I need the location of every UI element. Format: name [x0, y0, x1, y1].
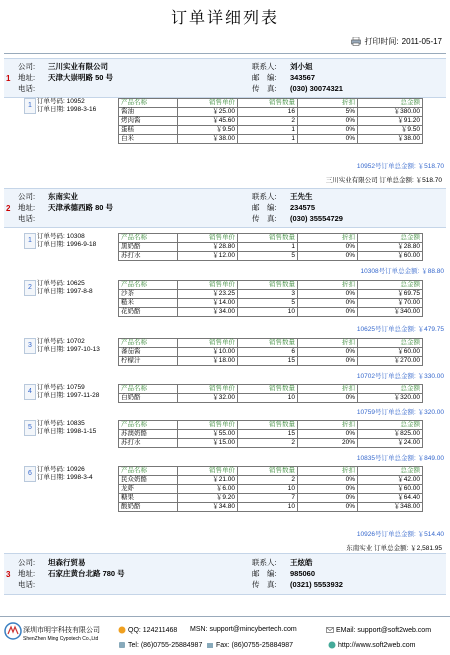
- fax-label: 传 真:: [252, 214, 277, 223]
- order-subtotal: 10308号订单总金额: ￥88.80: [360, 268, 444, 275]
- table-row: 白米 ￥38.00 1 0% ￥38.00: [119, 135, 423, 144]
- table-row: 柠檬汁 ￥18.00 15 0% ￥270.00: [119, 357, 423, 366]
- page-title: 订单详细列表: [170, 10, 279, 27]
- address: 天津承德西路 80 号: [48, 203, 114, 212]
- order-subtotal: 10759号订单总金额: ￥320.00: [356, 409, 444, 416]
- customer-header: [4, 188, 446, 228]
- order-index: 6: [24, 466, 36, 482]
- order-subtotal: 10952号订单总金额: ￥518.70: [356, 163, 444, 170]
- address: 天津大崇明路 50 号: [48, 73, 114, 82]
- table-row: 糙米 ￥14.00 5 0% ￥70.00: [119, 299, 423, 308]
- address: 石家庄黄台北路 780 号: [48, 569, 125, 578]
- postcode-label: 邮 编:: [252, 73, 277, 82]
- contact-label: 联系人:: [252, 62, 277, 71]
- order-items-table: 产品名称 销售单价 销售数量 折扣 总金额 民众奶酪 ￥21.00 2 0% ￥42.00 龙虾 ￥6.00 10 0% ￥60.00 糖果 ￥9.20 7 0% ￥64.40 酸奶酪 ￥34.80 10 0% ￥348.00: [118, 466, 423, 512]
- customer-grand-total: 东南实业 订单总金额: ￥2,581.95: [346, 545, 442, 552]
- order-items-table: 产品名称 销售单价 销售数量 折扣 总金额 黑奶酪 ￥28.80 1 0% ￥28.80 苏打水 ￥12.00 5 0% ￥60.00: [118, 233, 423, 261]
- company-name: 东南实业: [48, 192, 78, 201]
- order-date: 订单日期: 1997-8-8: [37, 288, 93, 295]
- order-items-table: 产品名称 销售单价 销售数量 折扣 总金额 苏澳奶酪 ￥55.00 15 0% ￥825.00 苏打水 ￥15.00 2 20% ￥24.00: [118, 420, 423, 448]
- postcode-label: 邮 编:: [252, 203, 277, 212]
- order-index: 3: [24, 338, 36, 354]
- address-label: 地址:: [18, 203, 36, 212]
- contact-label: 联系人:: [252, 558, 277, 567]
- col-qty-header: 销售数量: [238, 99, 298, 108]
- contact-label: 联系人:: [252, 192, 277, 201]
- table-row: 民众奶酪 ￥21.00 2 0% ￥42.00: [119, 476, 423, 485]
- postcode: 343567: [290, 73, 316, 82]
- table-row: 烤肉酱 ￥45.60 2 0% ￥91.20: [119, 117, 423, 126]
- company-name: 坦森行贸易: [48, 558, 86, 567]
- globe-icon: [328, 641, 336, 649]
- order-number: 订单号码: 10702: [37, 338, 85, 345]
- col-total-header: 总金额: [358, 99, 423, 108]
- customer-index: 1: [6, 74, 11, 83]
- order-date: 订单日期: 1998-3-16: [37, 106, 97, 113]
- table-row: 花奶酪 ￥34.00 10 0% ￥340.00: [119, 308, 423, 317]
- order-number: 订单号码: 10926: [37, 466, 85, 473]
- company-label: 公司:: [18, 558, 36, 567]
- fax: (030) 30074321: [290, 84, 343, 93]
- order-number: 订单号码: 10952: [37, 98, 85, 105]
- qq-icon: [118, 626, 126, 634]
- customer-index: 3: [6, 570, 11, 579]
- email-icon: [326, 626, 334, 634]
- fax: (030) 35554729: [290, 214, 343, 223]
- order-index: 2: [24, 280, 36, 296]
- print-time-value: 2011-05-17: [401, 37, 442, 46]
- table-row: 苏打水 ￥12.00 5 0% ￥60.00: [119, 252, 423, 261]
- fax-icon: [206, 641, 214, 649]
- phone-label: 电话:: [18, 214, 36, 223]
- order-subtotal: 10926号订单总金额: ￥514.40: [356, 531, 444, 538]
- address-label: 地址:: [18, 73, 36, 82]
- company-label: 公司:: [18, 62, 36, 71]
- table-row: 苏打水 ￥15.00 2 20% ￥24.00: [119, 439, 423, 448]
- customer-index: 2: [6, 204, 11, 213]
- order-date: 订单日期: 1998-1-15: [37, 428, 97, 435]
- table-row: 糖果 ￥9.20 7 0% ￥64.40: [119, 494, 423, 503]
- fax: (0321) 5553932: [290, 580, 343, 589]
- qq-number: QQ: 124211468: [128, 626, 178, 634]
- fax-number: Fax: (86)0755-25884987: [216, 641, 294, 649]
- postcode-label: 邮 编:: [252, 569, 277, 578]
- divider: [4, 53, 446, 54]
- table-row: 酱油 ￥25.00 16 5% ￥380.00: [119, 108, 423, 117]
- print-time: [351, 36, 442, 47]
- order-number: 订单号码: 10759: [37, 384, 85, 391]
- order-date: 订单日期: 1996-9-18: [37, 241, 97, 248]
- table-row: 黑奶酪 ￥28.80 1 0% ￥28.80: [119, 243, 423, 252]
- col-name-header: 产品名称: [119, 99, 178, 108]
- order-date: 订单日期: 1997-10-13: [37, 346, 100, 353]
- email-address[interactable]: EMail: support@soft2web.com: [336, 626, 432, 634]
- company-label: 公司:: [18, 192, 36, 201]
- order-index: 5: [24, 420, 36, 436]
- table-row: 蕃茄酱 ￥10.00 6 0% ￥60.00: [119, 348, 423, 357]
- col-price-header: 销售单价: [178, 99, 238, 108]
- customer-header: [4, 553, 446, 595]
- fax-label: 传 真:: [252, 84, 277, 93]
- order-index: 1: [24, 233, 36, 249]
- order-subtotal: 10835号订单总金额: ￥849.00: [356, 455, 444, 462]
- table-row: 龙虾 ￥6.00 10 0% ￥60.00: [119, 485, 423, 494]
- phone-label: 电话:: [18, 84, 36, 93]
- website-link[interactable]: http://www.soft2web.com: [338, 641, 416, 649]
- phone-label: 电话:: [18, 580, 36, 589]
- fax-label: 传 真:: [252, 580, 277, 589]
- table-row: 苏澳奶酪 ￥55.00 15 0% ￥825.00: [119, 430, 423, 439]
- msn-address[interactable]: MSN: support@mincybertech.com: [190, 626, 297, 633]
- table-row: 酸奶酪 ￥34.80 10 0% ￥348.00: [119, 503, 423, 512]
- company-name: 三川实业有限公司: [48, 62, 108, 71]
- contact-name: 王先生: [290, 192, 313, 201]
- table-row: 白奶酪 ￥32.00 10 0% ￥320.00: [119, 394, 423, 403]
- company-name-cn: 深圳市明宇科技有限公司: [23, 627, 100, 634]
- postcode: 234575: [290, 203, 316, 212]
- footer: [0, 616, 450, 655]
- order-items-table: 产品名称 销售单价 销售数量 折扣 总金额 沙茶 ￥23.25 3 0% ￥69.75 糙米 ￥14.00 5 0% ￥70.00 花奶酪 ￥34.00 10 0% ￥340.00: [118, 280, 423, 317]
- contact-name: 刘小姐: [290, 62, 313, 71]
- printer-icon[interactable]: [351, 37, 361, 46]
- phone-icon: [118, 641, 126, 649]
- col-discount-header: 折扣: [298, 99, 358, 108]
- order-items-table: [118, 98, 423, 144]
- table-row: 沙茶 ￥23.25 3 0% ￥69.75: [119, 290, 423, 299]
- order-index: 1: [24, 98, 36, 114]
- order-number: 订单号码: 10835: [37, 420, 85, 427]
- print-time-label: 打印时间:: [364, 37, 399, 46]
- order-number: 订单号码: 10625: [37, 280, 85, 287]
- customer-header: [4, 58, 446, 98]
- table-row: 蛋糕 ￥9.50 1 0% ￥9.50: [119, 126, 423, 135]
- tel-number: Tel: (86)0755-25884987: [128, 641, 203, 649]
- order-items-table: 产品名称 销售单价 销售数量 折扣 总金额 蕃茄酱 ￥10.00 6 0% ￥60.00 柠檬汁 ￥18.00 15 0% ￥270.00: [118, 338, 423, 366]
- postcode: 985060: [290, 569, 316, 578]
- company-name-en: ShenZhen Ming Cypotech Co.,Ltd: [23, 636, 99, 642]
- company-logo-icon: [4, 622, 22, 640]
- order-subtotal: 10702号订单总金额: ￥330.00: [356, 373, 444, 380]
- order-items-table: 产品名称 销售单价 销售数量 折扣 总金额 白奶酪 ￥32.00 10 0% ￥320.00: [118, 384, 423, 403]
- customer-grand-total: 三川实业有限公司 订单总金额: ￥518.70: [325, 177, 442, 184]
- order-date: 订单日期: 1997-11-28: [37, 392, 100, 399]
- order-number: 订单号码: 10308: [37, 233, 85, 240]
- contact-name: 王炫皓: [290, 558, 313, 567]
- order-date: 订单日期: 1998-3-4: [37, 474, 93, 481]
- order-subtotal: 10625号订单总金额: ￥479.75: [356, 326, 444, 333]
- order-index: 4: [24, 384, 36, 400]
- address-label: 地址:: [18, 569, 36, 578]
